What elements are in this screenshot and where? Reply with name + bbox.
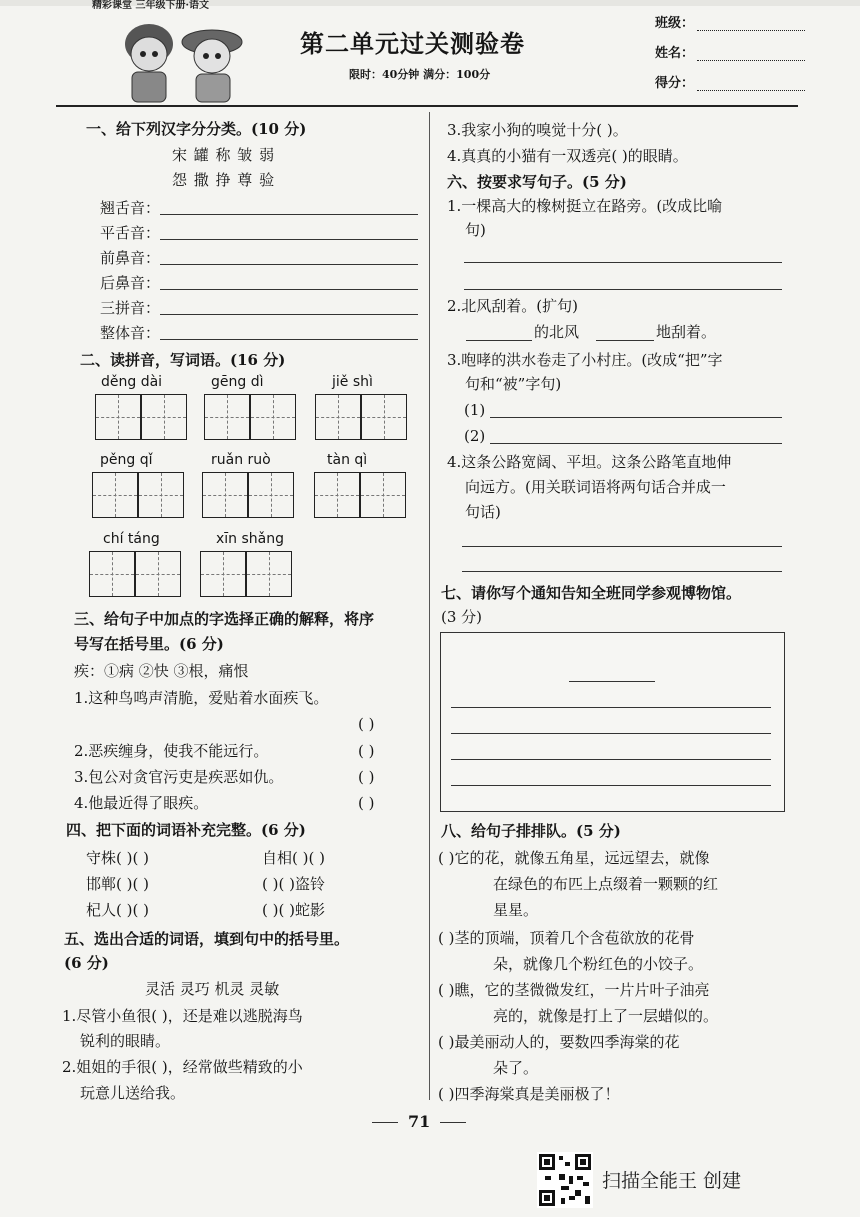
answer-line[interactable]	[490, 417, 782, 418]
answer-line[interactable]	[160, 214, 418, 215]
tianzige-box[interactable]	[204, 394, 250, 440]
answer-line[interactable]	[490, 443, 782, 444]
section6-q3-sub1: (1)	[464, 401, 486, 419]
answer-line[interactable]	[160, 289, 418, 290]
tianzige-box[interactable]	[246, 551, 292, 597]
section5-item2-line1: 2.姐姐的手很( )，经常做些精致的小	[62, 1058, 303, 1076]
answer-paren[interactable]: ( )	[358, 768, 375, 786]
section7-heading: 七、请你写个通知告知全班同学参观博物馆。	[441, 584, 742, 602]
scanner-watermark: 扫描全能王 创建	[602, 1170, 742, 1192]
tianzige-box[interactable]	[360, 472, 406, 518]
answer-line[interactable]	[464, 262, 782, 263]
section5-item4: 4.真真的小猫有一双透亮( )的眼睛。	[447, 147, 688, 165]
section6-q4-line1: 4.这条公路宽阔、平坦。这条公路笔直地伸	[447, 453, 732, 471]
section6-q2-fill-b: 地刮着。	[656, 323, 717, 341]
tianzige-box[interactable]	[315, 394, 361, 440]
answer-blank[interactable]	[466, 340, 532, 341]
tianzige-box[interactable]	[200, 551, 246, 597]
pinyin-label: jiě shì	[332, 374, 373, 390]
mascot-illustration	[104, 14, 254, 106]
tianzige-box[interactable]	[250, 394, 296, 440]
section5-heading-line1: 五、选出合适的词语，填到句中的括号里。	[64, 930, 350, 948]
page-number: 71	[408, 1112, 431, 1131]
tianzige-box[interactable]	[361, 394, 407, 440]
tianzige-box[interactable]	[95, 394, 141, 440]
idiom-blank[interactable]: 守株( )( )	[86, 849, 149, 867]
idiom-blank[interactable]: ( )( )盗铃	[262, 875, 325, 893]
score-label: 得分：	[655, 76, 695, 91]
order-item[interactable]: ( )瞧，它的茎微微发红，一片片叶子油亮	[438, 981, 710, 999]
section6-q3-line1: 3.咆哮的洪水卷走了小村庄。(改成“把”字	[447, 351, 723, 369]
section2-heading: 二、读拼音，写词语。(16 分)	[80, 351, 286, 369]
header-divider	[56, 105, 798, 107]
answer-paren[interactable]: ( )	[358, 794, 375, 812]
order-item[interactable]: ( )四季海棠真是美丽极了！	[438, 1085, 620, 1103]
section6-q3-line2: 句和“被”字句)	[465, 375, 562, 393]
section3-heading-line2: 号写在括号里。(6 分)	[74, 635, 224, 653]
answer-paren[interactable]: ( )	[358, 742, 375, 760]
section1-chars-row1: 宋 罐 称 皱 弱	[172, 146, 276, 164]
answer-line[interactable]	[462, 546, 782, 547]
answer-line[interactable]	[160, 314, 418, 315]
section5-item2-line2: 玩意儿送给我。	[80, 1084, 186, 1102]
section8-heading: 八、给句子排排队。(5 分)	[441, 822, 621, 840]
answer-line[interactable]	[160, 339, 418, 340]
section3-item: 2.恶疾缠身，使我不能远行。	[74, 742, 269, 760]
section6-q1-line1: 1.一棵高大的橡树挺立在路旁。(改成比喻	[447, 197, 723, 215]
publisher-tag: 精彩课堂 三年级下册·语文	[92, 0, 209, 11]
footer-dash-left	[372, 1122, 398, 1123]
label-back-nasal: 后鼻音：	[100, 274, 161, 292]
pinyin-label: chí táng	[103, 531, 160, 547]
order-item[interactable]: ( )茎的顶端，顶着几个含苞欲放的花骨	[438, 929, 695, 947]
section3-item: 4.他最近得了眼疾。	[74, 794, 209, 812]
qr-code-icon	[537, 1152, 593, 1208]
tianzige-box[interactable]	[141, 394, 187, 440]
tianzige-box[interactable]	[138, 472, 184, 518]
label-retroflex: 翘舌音：	[100, 199, 161, 217]
answer-line[interactable]	[160, 264, 418, 265]
footer-dash-right	[440, 1122, 466, 1123]
section5-heading-line2: (6 分)	[64, 954, 109, 972]
notice-writing-box[interactable]	[440, 632, 785, 812]
section3-item: 1.这种鸟鸣声清脆，爱贴着水面疾飞。	[74, 689, 329, 707]
order-item[interactable]: ( )它的花，就像五角星，远远望去，就像	[438, 849, 710, 867]
answer-line[interactable]	[464, 289, 782, 290]
tianzige-box[interactable]	[314, 472, 360, 518]
section6-q2-fill-a: 的北风	[534, 323, 580, 341]
answer-line[interactable]	[462, 571, 782, 572]
section6-q1-line2: 句)	[465, 221, 486, 239]
section6-q4-line2: 向远方。(用关联词语将两句话合并成一	[465, 478, 726, 496]
score-field[interactable]	[697, 76, 805, 91]
pinyin-label: gēng dì	[211, 374, 264, 390]
section3-item: 3.包公对贪官污吏是疾恶如仇。	[74, 768, 284, 786]
section1-heading: 一、给下列汉字分分类。(10 分)	[86, 120, 307, 138]
label-whole-syllable: 整体音：	[100, 324, 161, 342]
section5-item1-line1: 1.尽管小鱼很( )，还是难以逃脱海鸟	[62, 1007, 303, 1025]
pinyin-label: tàn qì	[327, 452, 368, 468]
name-field[interactable]	[697, 46, 805, 61]
pinyin-label: pěng qǐ	[100, 452, 153, 468]
tianzige-box[interactable]	[135, 551, 181, 597]
order-item[interactable]: ( )最美丽动人的，要数四季海棠的花	[438, 1033, 680, 1051]
tianzige-box[interactable]	[202, 472, 248, 518]
section6-heading: 六、按要求写句子。(5 分)	[447, 173, 627, 191]
name-label: 姓名：	[655, 46, 695, 61]
section5-item3: 3.我家小狗的嗅觉十分( )。	[447, 121, 628, 139]
order-item-cont: 亮的，就像是打上了一层蜡似的。	[493, 1007, 719, 1025]
tianzige-box[interactable]	[248, 472, 294, 518]
section3-options: 疾：①病 ②快 ③根，痛恨	[74, 662, 249, 680]
label-three-part: 三拼音：	[100, 299, 161, 317]
order-item-cont: 朵了。	[493, 1059, 539, 1077]
answer-line[interactable]	[451, 733, 771, 734]
idiom-blank[interactable]: 杞人( )( )	[86, 901, 149, 919]
order-item-cont: 在绿色的布匹上点缀着一颗颗的红	[493, 875, 719, 893]
answer-paren[interactable]: ( )	[358, 715, 375, 733]
section6-q3-sub2: (2)	[464, 427, 486, 445]
section6-q2: 2.北风刮着。(扩句)	[447, 297, 579, 315]
section5-word-bank: 灵活 灵巧 机灵 灵敏	[145, 980, 280, 998]
tianzige-box[interactable]	[89, 551, 135, 597]
pinyin-label: děng dài	[101, 374, 163, 390]
answer-blank[interactable]	[596, 340, 654, 341]
section1-chars-row2: 怨 撒 挣 尊 验	[172, 171, 276, 189]
section7-score: (3 分)	[441, 608, 483, 626]
idiom-blank[interactable]: ( )( )蛇影	[262, 901, 325, 919]
section4-heading: 四、把下面的词语补充完整。(6 分)	[66, 821, 306, 839]
pinyin-label: ruǎn ruò	[211, 452, 271, 468]
label-front-nasal: 前鼻音：	[100, 249, 161, 267]
answer-line[interactable]	[451, 707, 771, 708]
label-flat-tongue: 平舌音：	[100, 224, 161, 242]
page-title: 第二单元过关测验卷	[300, 29, 525, 58]
tianzige-box[interactable]	[92, 472, 138, 518]
class-label: 班级：	[655, 16, 695, 31]
column-divider	[429, 112, 430, 1100]
section6-q4-line3: 句话)	[465, 503, 501, 521]
order-item-cont: 朵，就像几个粉红色的小饺子。	[493, 955, 704, 973]
answer-line[interactable]	[451, 785, 771, 786]
order-item-cont: 星星。	[493, 901, 539, 919]
notice-title-line[interactable]	[569, 681, 655, 682]
answer-line[interactable]	[160, 239, 418, 240]
idiom-blank[interactable]: 邯郸( )( )	[86, 875, 149, 893]
section5-item1-line2: 锐利的眼睛。	[80, 1032, 171, 1050]
pinyin-label: xīn shǎng	[216, 531, 285, 547]
class-field[interactable]	[697, 16, 805, 31]
section3-heading-line1: 三、给句子中加点的字选择正确的解释，将序	[74, 610, 375, 628]
time-limit-note: 限时：40分钟 满分：100分	[349, 68, 491, 81]
answer-line[interactable]	[451, 759, 771, 760]
idiom-blank[interactable]: 自相( )( )	[262, 849, 325, 867]
